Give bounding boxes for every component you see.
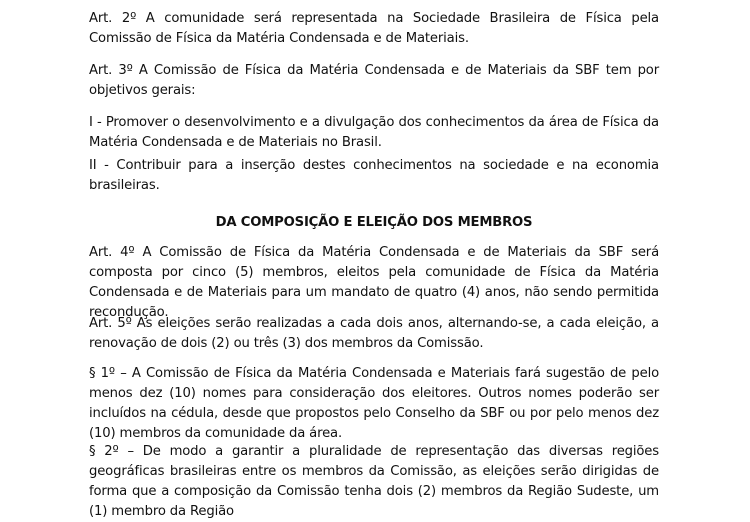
paragraph-art-3: Art. 3º A Comissão de Física da Matéria Condensada e de Materiais da SBF tem por objetivos gerais: — [89, 63, 659, 98]
paragraph-item-ii: II - Contribuir para a inserção destes conhecimentos na sociedade e na economia brasileiras. — [89, 158, 659, 193]
paragraph-art-4: Art. 4º A Comissão de Física da Matéria Condensada e de Materiais da SBF será composta por cinco (5) membros, eleitos pela comunidade de Física da Matéria Condensada e de Materiais para um mandato de quatro (4) anos, não sendo permitida recondução. — [89, 245, 659, 320]
paragraph-section-2: § 2º – De modo a garantir a pluralidade de representação das diversas regiões geográficas brasileiras entre os membros da Comissão, as eleições serão dirigidas de forma que a composição da Comissão tenha dois (2) membros da Região Sudeste, um (1) membro da Região — [89, 444, 659, 519]
paragraph-art-5: Art. 5º As eleições serão realizadas a cada dois anos, alternando-se, a cada eleição, a renovação de dois (2) ou três (3) dos membros da Comissão. — [89, 316, 659, 351]
section-heading: DA COMPOSIÇÃO E ELEIÇÃO DOS MEMBROS — [215, 215, 533, 230]
paragraph-art-2: Art. 2º A comunidade será representada na Sociedade Brasileira de Física pela Comissão de Física da Matéria Condensada e de Materiais. — [89, 11, 659, 46]
paragraph-section-1: § 1º – A Comissão de Física da Matéria Condensada e Materiais fará sugestão de pelo menos dez (10) nomes para consideração dos eleitores. Outros nomes poderão ser incluídos na cédula, desde que propostos pelo Conselho da SBF ou por pelo menos dez (10) membros da comunidade da área. — [89, 366, 659, 441]
paragraph-item-i: I - Promover o desenvolvimento e a divulgação dos conhecimentos da área de Física da Matéria Condensada e de Materiais no Brasil. — [89, 115, 659, 150]
